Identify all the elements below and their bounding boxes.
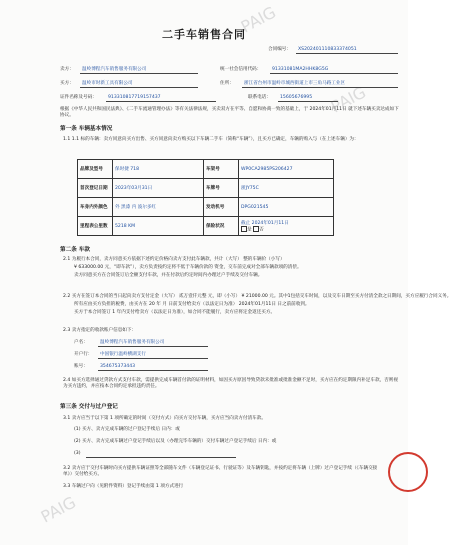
- address-label: 住所：: [220, 81, 234, 86]
- clause-3-1-option-2: (2) 买方、卖方完成车辆过户登记手续后以及（办理完毕车辆的）交付车辆过户登记手续后 日内：或: [74, 439, 277, 444]
- clause-2-2-deposit: 买方于本合同签订 1 年内支付给卖方（以法定日为准），如合同不能履行，卖方应将定金返还买方。: [74, 310, 276, 315]
- underline: [80, 87, 198, 88]
- insurance-yes-label: 是: [247, 227, 252, 233]
- plate-value: 浙JY75C: [239, 179, 334, 198]
- clause-2-4: 2.4 如买方选择通过贷款方式支付车款，需提供完成车辆首付款的证明材料，如因买方原因导致贷款未批准或批准金额不足时，买方应在约定期限内补足车款，否则视为买方违约，并应按本合同约定承担违约责任。: [63, 378, 398, 389]
- mileage-value: 5218 KM: [113, 217, 204, 236]
- clause-2-1-note: 卖方同意买方在合同签订后全额支付车款，并在付款后约定时间内办理过户手续及交付车辆。: [74, 273, 263, 278]
- engine-value: DPG021545: [239, 198, 334, 217]
- underline: [296, 53, 398, 54]
- engine-label: 发动机号: [204, 198, 239, 217]
- account-bank: 中国银行温岭横湖支行: [100, 352, 146, 357]
- brand-label: 品牌及型号: [78, 160, 113, 179]
- underline: [98, 358, 208, 359]
- underline: [270, 73, 398, 74]
- clause-2-1: 2.1 为履行本合同，卖方同意买方依据下述约定价格向卖方支付此车辆款，共计（大写） 整的车辆价（小写）: [63, 257, 285, 262]
- clause-3-3: 3.3 车辆过户向（见附件资料）登记手续由第 1 项方式进行: [63, 484, 184, 489]
- insurance-label: 保险状况: [204, 217, 239, 236]
- buyer-credit: 913310817719157437: [108, 95, 161, 100]
- seller-name: 温岭博程汽车销售服务有限公司: [82, 67, 147, 72]
- buyer-credit-label: 证件名称及号码：: [60, 95, 97, 100]
- account-name: 温岭博程汽车销售服务有限公司: [100, 340, 165, 345]
- vin-value: WP0CA2985PS206427: [239, 160, 334, 179]
- underline: [98, 346, 208, 347]
- clause-2-1-amount: ¥ 633000.00 元，“即车款”），卖方负责按约定将不低于车辆价款的 资金，交车前完成对全部车辆款项的清偿。: [74, 265, 302, 270]
- insurance-date: 截止 2024年01月11日: [241, 220, 289, 226]
- watermark: PAIG: [237, 2, 280, 37]
- phone: 15605676995: [280, 95, 313, 100]
- color-label: 车身内外颜色: [78, 198, 113, 217]
- account-no: 354675373443: [100, 364, 136, 369]
- watermark: PAIG: [37, 492, 80, 527]
- underline: [86, 457, 236, 458]
- clause-3-2: 3.2 卖方应于交付车辆时向买方提供车辆证照等全部随车文件（车辆登记证书、行驶证等）及车辆钥匙，并按约定将车辆（上牌）过户登记手续（《车辆交接单》）交付给买方。: [63, 466, 378, 477]
- underline: [278, 101, 338, 102]
- brand-value: 保时捷 718: [113, 160, 204, 179]
- seal-stamp: [388, 452, 428, 492]
- reg-value: 2023年03月31日: [113, 179, 204, 198]
- clause-3-1: 3.1 卖方应当于以下第 1 项所确定的时间（交付方式）向买方交付车辆，买方应当向卖方付清车款。: [63, 416, 266, 421]
- seller-label: 卖方：: [60, 67, 74, 72]
- insurance-no-label: 否: [259, 227, 264, 233]
- section-3-heading: 第三条 交付与过户登记: [60, 404, 118, 410]
- account-bank-label: 开户行：: [74, 352, 93, 357]
- color-value: 外 黑漆 内 波尔多红: [113, 198, 204, 217]
- reg-label: 首次登记日期: [78, 179, 113, 198]
- clause-2-2: 2.2 买方在签订本合同的当日起向卖方支付定金（大写） 贰万壹仟元整 元，即（小写） ¥ 21000.00 元。其中1包括交车时间，以及交车日期至买方付清全款之日期间，买方应履行合同义务。: [63, 294, 451, 299]
- section-2-heading: 第二条 车款: [60, 247, 90, 253]
- underline: [98, 370, 208, 371]
- clause-2-3: 2.3 卖方指定的收款账户信息如下：: [63, 328, 137, 333]
- underline: [106, 101, 216, 102]
- contract-no-label: 合同编号：: [268, 47, 291, 52]
- watermark: PAIG: [327, 82, 370, 117]
- phone-label: 联系电话：: [248, 95, 271, 100]
- account-no-label: 账号：: [74, 364, 88, 369]
- contract-title: 二手车销售合同: [162, 28, 246, 41]
- insurance-value: [239, 217, 334, 236]
- account-name-label: 户名：: [74, 340, 88, 345]
- underline: [242, 87, 398, 88]
- underline: [80, 73, 198, 74]
- preamble: 根据《中华人民共和国民法典》、《二手车流通管理办法》等有关法律法规，买卖双方在平等、自愿和协商一致的基础上，于 2024年01月11日 就下述车辆买卖达成如下协议。: [60, 107, 399, 118]
- clause-3-1-option-3: (3): [74, 451, 81, 456]
- mileage-label: 里程表公里数: [78, 217, 113, 236]
- plate-label: 车牌号: [204, 179, 239, 198]
- contract-no: XS202401110833374051: [298, 47, 357, 52]
- section-1-intro: 1.1 1.1 标的车辆：卖方同意向买方出售、买方同意向卖方购买以下车辆二手车（简称“车辆”），且买方已确定，车辆的购入与（在上述车辆）为：: [63, 137, 359, 142]
- vin-label: 车架号: [204, 160, 239, 179]
- buyer-name: 温岭市时新工具有限公司: [82, 81, 133, 86]
- clause-3-1-option-1: (1) 买方、卖方完成车辆的过户登记手续后 日内：或: [74, 427, 180, 432]
- clause-2-2-tax: 所有应由买方负担的税费，由买方在 20 年 月 日前支付给卖方（以法定日为准） 2024年01月11日 日之前前收到。: [74, 302, 310, 307]
- vehicle-info-table: [77, 159, 334, 236]
- seller-credit: 91331081MA2HHK8G5G: [272, 67, 329, 72]
- address: 浙江省台州市温岭市城西街道上市三角马路工业区: [244, 81, 346, 86]
- buyer-label: 买方：: [60, 81, 74, 86]
- section-1-heading: 第一条 车辆基本情况: [60, 126, 113, 132]
- seller-credit-label: 统一社会信用代码：: [220, 67, 262, 72]
